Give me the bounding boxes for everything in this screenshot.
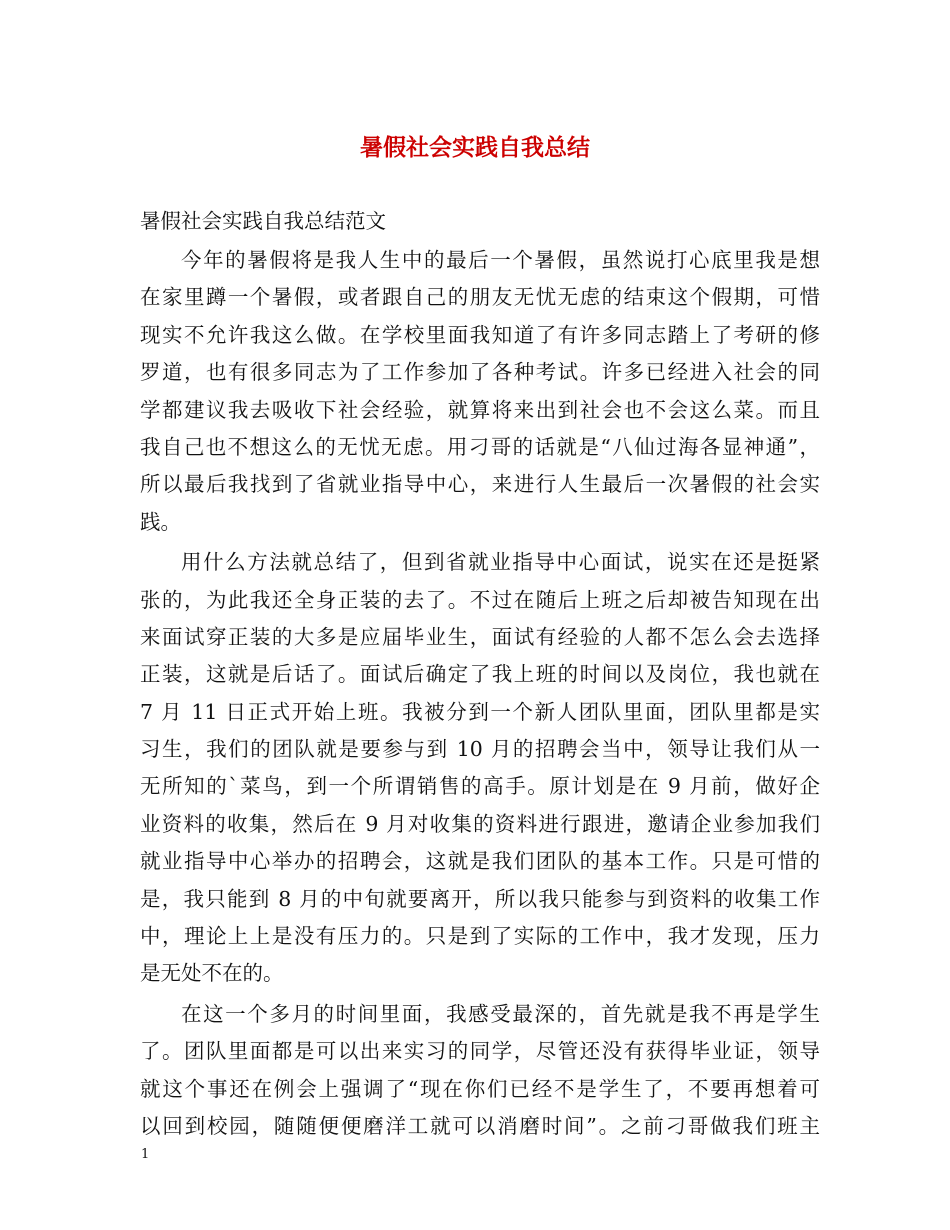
page-number: 1 <box>141 1147 150 1162</box>
text-line: 用什么方法就总结了，但到省就业指导中心面试，说实在还是挺紧 <box>181 550 820 575</box>
document-title: 暑假社会实践自我总结 <box>360 134 590 161</box>
text-line: 在家里蹲一个暑假，或者跟自己的朋友无忧无虑的结束这个假期，可惜 <box>140 285 820 310</box>
text-line: 以回到校园，随随便便磨洋工就可以消磨时间”。之前刁哥做我们班主 <box>140 1113 820 1138</box>
text-line: 中，理论上上是没有压力的。只是到了实际的工作中，我才发现，压力 <box>140 924 820 949</box>
text-line: 是，我只能到 8 月的中旬就要离开，所以我只能参与到资料的收集工作 <box>140 886 820 911</box>
text-line: 践。 <box>140 509 181 534</box>
text-line: 无所知的`菜鸟，到一个所谓销售的高手。原计划是在 9 月前，做好企 <box>140 774 820 799</box>
text-line: 张的，为此我还全身正装的去了。不过在随后上班之后却被告知现在出 <box>140 587 820 612</box>
document-subtitle: 暑假社会实践自我总结范文 <box>140 209 386 233</box>
text-line: 所以最后我找到了省就业指导中心，来进行人生最后一次暑假的社会实 <box>140 472 820 497</box>
paragraph <box>140 544 820 993</box>
text-line: 了。团队里面都是可以出来实习的同学，尽管还没有获得毕业证，领导 <box>140 1039 820 1064</box>
text-line: 7 月 11 日正式开始上班。我被分到一个新人团队里面，团队里都是实 <box>140 699 820 724</box>
paragraph <box>140 242 820 541</box>
text-line: 现实不允许我这么做。在学校里面我知道了有许多同志踏上了考研的修 <box>140 322 820 347</box>
document-body <box>140 242 820 1148</box>
text-line: 习生，我们的团队就是要参与到 10 月的招聘会当中，领导让我们从一 <box>140 737 820 762</box>
text-line: 我自己也不想这么的无忧无虑。用刁哥的话就是“八仙过海各显神通”， <box>140 434 820 459</box>
text-line: 正装，这就是后话了。面试后确定了我上班的时间以及岗位，我也就在 <box>140 662 820 687</box>
text-line: 就这个事还在例会上强调了“现在你们已经不是学生了，不要再想着可 <box>140 1076 820 1101</box>
text-line: 学都建议我去吸收下社会经验，就算将来出到社会也不会这么菜。而且 <box>140 397 820 422</box>
text-line: 就业指导中心举办的招聘会，这就是我们团队的基本工作。只是可惜的 <box>140 849 820 874</box>
text-line: 罗道，也有很多同志为了工作参加了各种考试。许多已经进入社会的同 <box>140 360 820 385</box>
text-line: 今年的暑假将是我人生中的最后一个暑假，虽然说打心底里我是想 <box>181 248 820 272</box>
text-line: 是无处不在的。 <box>140 961 284 986</box>
paragraph <box>140 996 820 1146</box>
text-line: 在这一个多月的时间里面，我感受最深的，首先就是我不再是学生 <box>181 1001 820 1026</box>
text-line: 业资料的收集，然后在 9 月对收集的资料进行跟进，邀请企业参加我们 <box>140 811 820 836</box>
text-line: 来面试穿正装的大多是应届毕业生，面试有经验的人都不怎么会去选择 <box>140 624 820 649</box>
